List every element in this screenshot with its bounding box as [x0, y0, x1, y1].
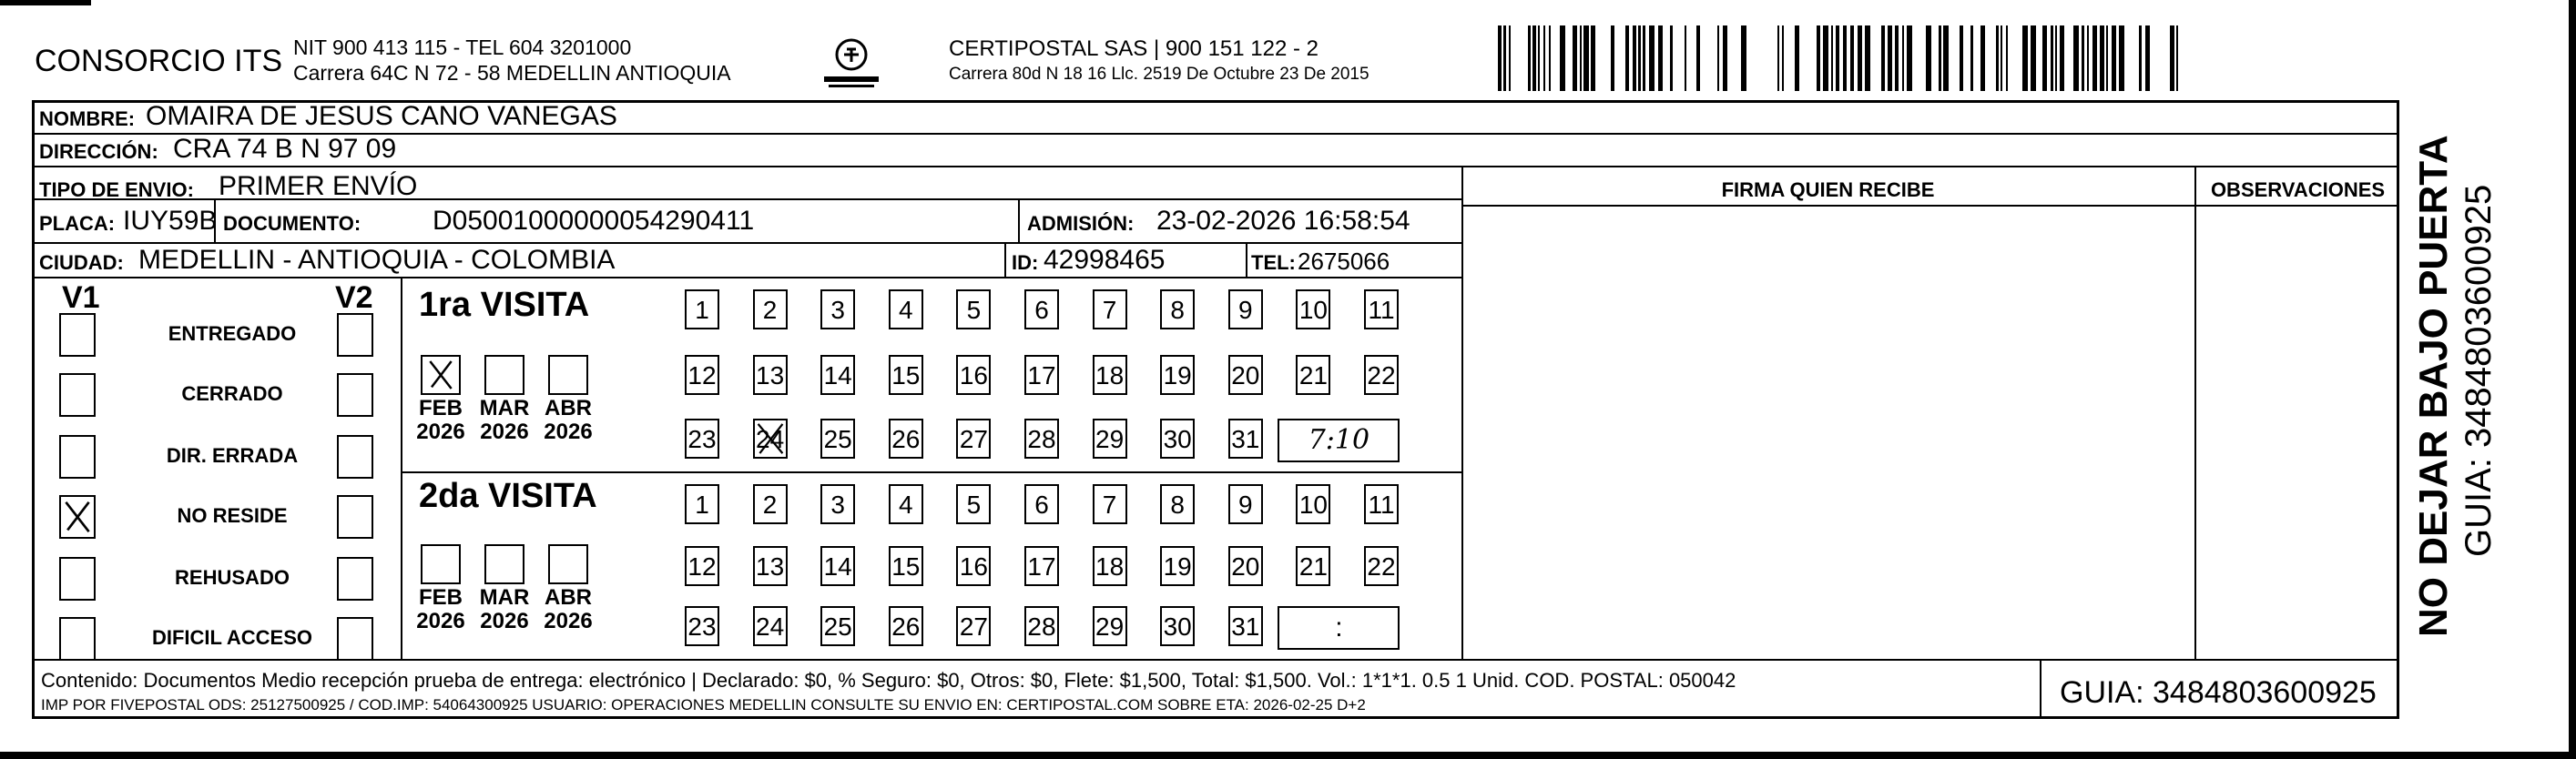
day-box[interactable]: 9	[1228, 484, 1263, 524]
certipostal-info	[949, 36, 1369, 87]
day-box[interactable]: 14	[820, 355, 855, 395]
v1-checkbox[interactable]	[59, 617, 96, 661]
row-divider	[32, 277, 1461, 278]
certipostal-logo-icon	[820, 35, 883, 91]
signature-header-line	[1461, 205, 2399, 207]
day-box[interactable]: 1	[685, 289, 719, 329]
time-field[interactable]: :	[1278, 606, 1400, 650]
day-box[interactable]: 24	[753, 419, 788, 459]
day-box[interactable]: 3	[820, 289, 855, 329]
v1-checkbox[interactable]	[59, 495, 96, 539]
direccion-value: CRA 74 B N 97 09	[173, 134, 397, 164]
day-box[interactable]: 21	[1296, 355, 1330, 395]
month-label: ABR 2026	[544, 585, 593, 633]
tipo-envio-label: TIPO DE ENVIO:	[39, 178, 194, 201]
day-box[interactable]: 26	[889, 606, 923, 646]
v2-header: V2	[335, 280, 373, 315]
month-checkbox[interactable]	[484, 544, 524, 584]
month-label: MAR 2026	[479, 396, 530, 444]
day-box[interactable]: 31	[1228, 419, 1263, 459]
day-box[interactable]: 10	[1296, 484, 1330, 524]
month-label: ABR 2026	[544, 396, 593, 444]
day-box[interactable]: 17	[1024, 546, 1059, 586]
status-label: REHUSADO	[175, 566, 290, 589]
day-box[interactable]: 2	[753, 484, 788, 524]
day-box[interactable]: 14	[820, 546, 855, 586]
status-label: DIFICIL ACCESO	[151, 626, 312, 649]
day-box[interactable]: 29	[1093, 606, 1127, 646]
day-box[interactable]: 17	[1024, 355, 1059, 395]
day-box[interactable]: 8	[1160, 484, 1195, 524]
day-box[interactable]: 16	[956, 355, 991, 395]
col-divider	[1461, 166, 1463, 659]
footer-divider	[32, 659, 2399, 661]
day-box[interactable]: 28	[1024, 419, 1059, 459]
v2-checkbox[interactable]	[337, 617, 373, 661]
month-label: FEB 2026	[416, 585, 465, 633]
day-box[interactable]: 4	[889, 289, 923, 329]
nombre-value: OMAIRA DE JESUS CANO VANEGAS	[146, 101, 617, 131]
id-label: ID:	[1012, 251, 1039, 274]
col-divider	[2194, 166, 2196, 659]
month-checkbox[interactable]	[421, 355, 461, 395]
day-box[interactable]: 11	[1364, 289, 1399, 329]
observaciones-header: OBSERVACIONES	[2210, 178, 2386, 201]
day-box[interactable]: 26	[889, 419, 923, 459]
col-divider	[1018, 198, 1020, 242]
top-edge-line	[0, 0, 91, 5]
tel-label: TEL:	[1251, 251, 1296, 274]
ciudad-value: MEDELLIN - ANTIOQUIA - COLOMBIA	[138, 245, 616, 275]
day-box[interactable]: 30	[1160, 606, 1195, 646]
day-box[interactable]: 27	[956, 419, 991, 459]
certi-line1: CERTIPOSTAL SAS | 900 151 122 - 2	[949, 36, 1319, 61]
day-box[interactable]: 20	[1228, 546, 1263, 586]
check-mark-icon	[423, 357, 459, 393]
day-box[interactable]: 28	[1024, 606, 1059, 646]
day-box[interactable]: 18	[1093, 355, 1127, 395]
documento-label: DOCUMENTO:	[223, 212, 361, 235]
placa-label: PLACA:	[39, 212, 116, 235]
day-box[interactable]: 25	[820, 419, 855, 459]
row-divider	[32, 166, 2399, 167]
col-divider	[2040, 659, 2041, 719]
v1-checkbox[interactable]	[59, 435, 96, 479]
day-box[interactable]: 29	[1093, 419, 1127, 459]
month-checkbox[interactable]	[484, 355, 524, 395]
day-box[interactable]: 18	[1093, 546, 1127, 586]
day-box[interactable]: 2	[753, 289, 788, 329]
side-guia: GUIA: 3484803600925	[2459, 184, 2499, 557]
visit-divider	[401, 471, 1461, 473]
admision-value: 23-02-2026 16:58:54	[1156, 206, 1410, 236]
day-box[interactable]: 13	[753, 546, 788, 586]
month-label: MAR 2026	[479, 585, 530, 633]
v2-checkbox[interactable]	[337, 373, 373, 417]
company-name: CONSORCIO ITS	[35, 44, 283, 78]
footer-content-line: Contenido: Documentos Medio recepción prueba de entrega: electrónico | Declarado: $0, % Seguro: $0, Otros: $0, Flete: $1,500, Total: $1,500. Vol.: 1*1*1. 0.5 1 Unid. COD. POSTAL: 050042	[41, 669, 1736, 692]
check-mark-icon	[61, 497, 94, 537]
nombre-label: NOMBRE:	[39, 107, 136, 130]
right-edge-line	[2569, 0, 2576, 759]
company-info	[293, 35, 731, 86]
v2-checkbox[interactable]	[337, 495, 373, 539]
day-box[interactable]: 6	[1024, 289, 1059, 329]
v2-checkbox[interactable]	[337, 557, 373, 601]
status-label: DIR. ERRADA	[166, 444, 299, 467]
time-field[interactable]: 7:10	[1278, 419, 1400, 462]
v1-header: V1	[62, 280, 100, 315]
day-box[interactable]: 3	[820, 484, 855, 524]
day-box[interactable]: 27	[956, 606, 991, 646]
month-checkbox[interactable]	[421, 544, 461, 584]
v1-checkbox[interactable]	[59, 373, 96, 417]
day-box[interactable]: 1	[685, 484, 719, 524]
day-box[interactable]: 22	[1364, 546, 1399, 586]
col-divider	[401, 277, 402, 659]
day-box[interactable]: 20	[1228, 355, 1263, 395]
month-checkbox[interactable]	[548, 355, 588, 395]
day-box[interactable]: 30	[1160, 419, 1195, 459]
day-box[interactable]: 21	[1296, 546, 1330, 586]
status-label: ENTREGADO	[168, 322, 297, 345]
id-value: 42998465	[1044, 245, 1166, 275]
address-line: Carrera 64C N 72 - 58 MEDELLIN ANTIOQUIA	[293, 61, 731, 85]
day-box[interactable]: 7	[1093, 289, 1127, 329]
day-box[interactable]: 7	[1093, 484, 1127, 524]
day-box[interactable]: 10	[1296, 289, 1330, 329]
col-divider	[1246, 242, 1247, 277]
day-box[interactable]: 22	[1364, 355, 1399, 395]
tel-value: 2675066	[1298, 248, 1390, 275]
status-label: NO RESIDE	[177, 504, 288, 527]
month-checkbox[interactable]	[548, 544, 588, 584]
v2-checkbox[interactable]	[337, 313, 373, 357]
v1-checkbox[interactable]	[59, 557, 96, 601]
tipo-envio-value: PRIMER ENVÍO	[219, 171, 418, 201]
direccion-label: DIRECCIÓN:	[39, 140, 158, 163]
bottom-edge-line	[0, 752, 2576, 759]
day-box[interactable]: 23	[685, 419, 719, 459]
day-box[interactable]: 23	[685, 606, 719, 646]
v1-checkbox[interactable]	[59, 313, 96, 357]
placa-value: IUY59B	[123, 206, 218, 236]
day-box[interactable]: 5	[956, 289, 991, 329]
day-box[interactable]: 6	[1024, 484, 1059, 524]
guia-number: GUIA: 3484803600925	[2060, 675, 2377, 710]
day-box[interactable]: 12	[685, 546, 719, 586]
day-box[interactable]: 25	[820, 606, 855, 646]
certi-line2: Carrera 80d N 18 16 Llc. 2519 De Octubre 23 De 2015	[949, 65, 1369, 84]
day-box[interactable]: 5	[956, 484, 991, 524]
day-box[interactable]: 31	[1228, 606, 1263, 646]
visit1-title: 1ra VISITA	[419, 286, 590, 324]
admision-label: ADMISIÓN:	[1027, 212, 1135, 235]
day-box[interactable]: 12	[685, 355, 719, 395]
day-box[interactable]: 11	[1364, 484, 1399, 524]
day-box[interactable]: 15	[889, 355, 923, 395]
footer-print-line: IMP POR FIVEPOSTAL ODS: 25127500925 / COD.IMP: 54064300925 USUARIO: OPERACIONES MEDELLIN CONSULTE SU ENVIO EN: CERTIPOSTAL.COM SOBRE ETA: 2026-02-25 D+2	[41, 696, 1366, 713]
barcode	[1498, 25, 2181, 91]
status-label: CERRADO	[181, 382, 283, 405]
ciudad-label: CIUDAD:	[39, 251, 124, 274]
visit2-title: 2da VISITA	[419, 477, 597, 515]
day-box[interactable]: 15	[889, 546, 923, 586]
day-box[interactable]: 8	[1160, 289, 1195, 329]
no-dejar-bajo-puerta: NO DEJAR BAJO PUERTA	[2411, 135, 2456, 637]
day-box[interactable]: 19	[1160, 355, 1195, 395]
day-box[interactable]: 19	[1160, 546, 1195, 586]
v2-checkbox[interactable]	[337, 435, 373, 479]
check-mark-icon	[755, 420, 786, 457]
day-box[interactable]: 16	[956, 546, 991, 586]
nit-line: NIT 900 413 115 - TEL 604 3201000	[293, 35, 632, 59]
month-label: FEB 2026	[416, 396, 465, 444]
documento-value: D05001000000054290411	[433, 206, 755, 236]
day-box[interactable]: 13	[753, 355, 788, 395]
day-box[interactable]: 9	[1228, 289, 1263, 329]
day-box[interactable]: 4	[889, 484, 923, 524]
col-divider	[1004, 242, 1006, 277]
firma-header: FIRMA QUIEN RECIBE	[1721, 178, 1935, 201]
day-box[interactable]: 24	[753, 606, 788, 646]
